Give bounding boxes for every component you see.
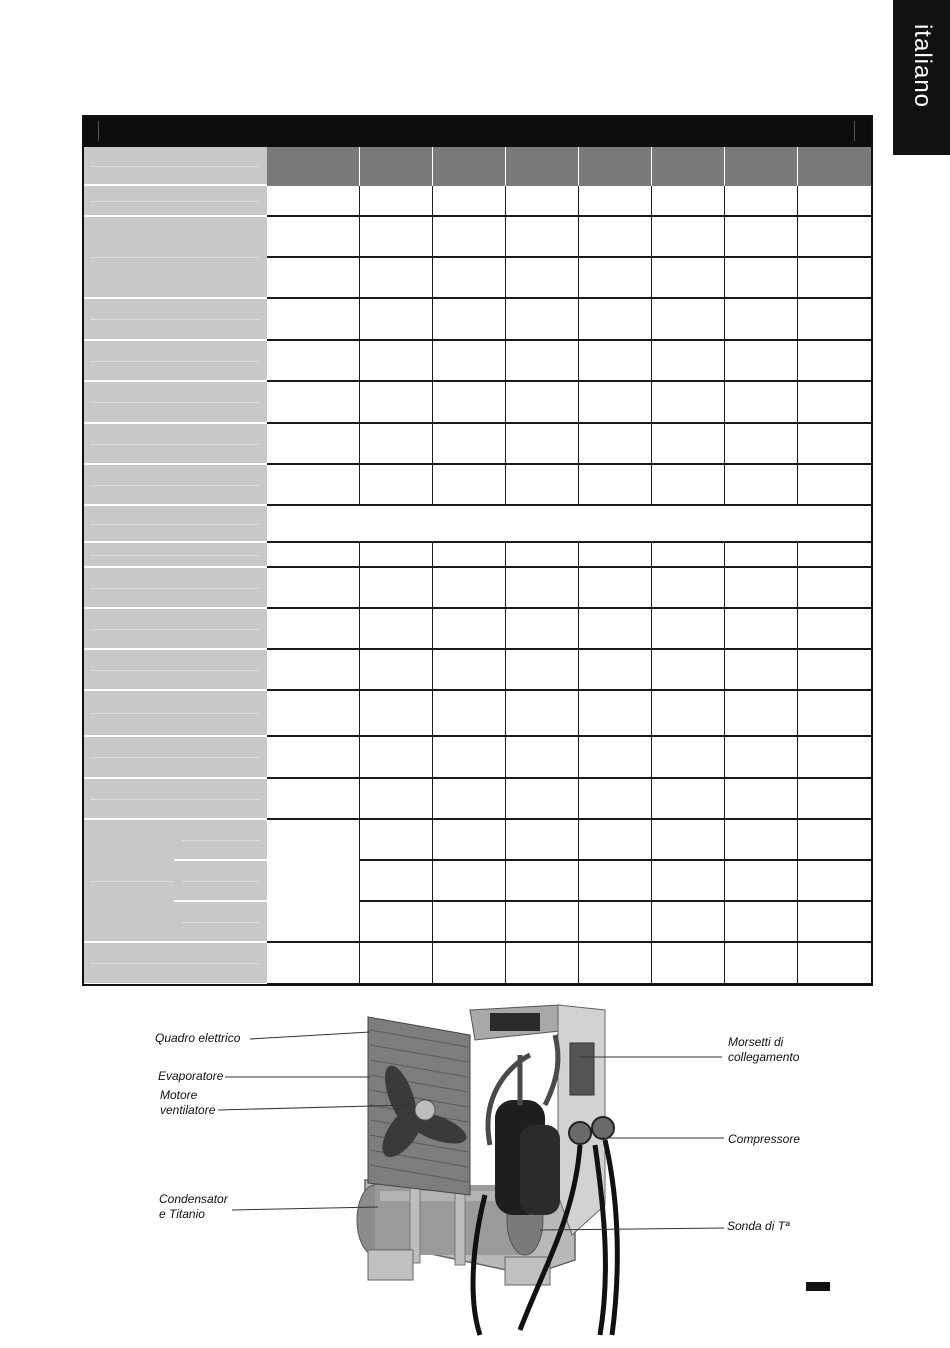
callout-condenser: Condensator e Titanio: [159, 1192, 228, 1221]
value-cell: [433, 568, 506, 609]
value-cell: [433, 861, 506, 902]
value-cell: [506, 424, 579, 465]
value-cell: [433, 609, 506, 650]
value-cell: [579, 382, 652, 424]
value-cell: [433, 737, 506, 779]
value-cell: [267, 820, 360, 943]
value-cell: [506, 299, 579, 341]
header-model-cell: [579, 147, 652, 186]
value-cell: [652, 691, 725, 737]
value-cell: [360, 861, 433, 902]
value-cell: [360, 299, 433, 341]
value-cell: [360, 902, 433, 943]
value-cell: [267, 299, 360, 341]
row-label-cell: [82, 779, 267, 820]
value-cell: [433, 341, 506, 382]
row-sublabel-cell: [174, 902, 267, 943]
language-tab-label: italiano: [908, 23, 936, 109]
value-cell: [798, 861, 873, 902]
value-cell: [433, 382, 506, 424]
value-cell: [725, 902, 798, 943]
row-label-cell: [82, 186, 267, 217]
value-cell: [652, 609, 725, 650]
value-cell: [360, 258, 433, 299]
header-label-cell: [82, 147, 267, 186]
value-cell: [506, 186, 579, 217]
value-cell: [267, 217, 360, 258]
value-cell: [360, 465, 433, 506]
value-cell: [506, 258, 579, 299]
value-cell: [652, 217, 725, 258]
value-cell: [725, 258, 798, 299]
value-cell: [798, 943, 873, 985]
callout-evaporator: Evaporatore: [158, 1069, 224, 1083]
value-cell: [725, 543, 798, 568]
value-cell: [798, 465, 873, 506]
value-cell: [798, 779, 873, 820]
value-cell: [798, 820, 873, 861]
value-cell: [579, 465, 652, 506]
value-cell: [360, 217, 433, 258]
value-cell: [506, 650, 579, 691]
value-cell: [579, 217, 652, 258]
header-model-cell: [360, 147, 433, 186]
value-cell: [433, 217, 506, 258]
value-cell: [360, 691, 433, 737]
value-cell: [360, 186, 433, 217]
row-label-cell: [82, 299, 267, 341]
value-cell: [433, 186, 506, 217]
value-cell: [360, 543, 433, 568]
value-cell: [798, 258, 873, 299]
value-cell: [798, 186, 873, 217]
value-cell: [433, 424, 506, 465]
value-cell: [725, 186, 798, 217]
language-tab[interactable]: [893, 0, 950, 155]
row-label-cell: [82, 465, 267, 506]
value-cell: [725, 691, 798, 737]
value-cell: [267, 543, 360, 568]
value-cell: [267, 650, 360, 691]
value-cell: [798, 217, 873, 258]
value-cell: [579, 861, 652, 902]
value-cell: [360, 341, 433, 382]
value-cell: [579, 258, 652, 299]
value-cell: [506, 341, 579, 382]
value-cell: [433, 779, 506, 820]
value-cell: [433, 465, 506, 506]
value-cell: [725, 943, 798, 985]
value-cell: [506, 737, 579, 779]
value-cell: [267, 341, 360, 382]
header-model-cell: [652, 147, 725, 186]
title-bar-divider: [98, 121, 99, 141]
value-cell: [433, 299, 506, 341]
value-cell: [725, 737, 798, 779]
value-cell: [798, 902, 873, 943]
value-cell: [506, 609, 579, 650]
row-label-cell: [82, 506, 267, 543]
value-cell: [652, 424, 725, 465]
value-cell: [433, 543, 506, 568]
value-cell: [267, 258, 360, 299]
value-cell: [725, 299, 798, 341]
value-cell: [579, 943, 652, 985]
value-cell: [798, 382, 873, 424]
value-cell: [725, 424, 798, 465]
callout-temp-probe: Sonda di Tª: [727, 1219, 790, 1233]
value-cell: [433, 650, 506, 691]
value-cell: [267, 779, 360, 820]
value-cell: [433, 820, 506, 861]
value-cell: [798, 691, 873, 737]
value-cell: [725, 779, 798, 820]
header-model-cell: [433, 147, 506, 186]
row-label-cell: [82, 382, 267, 424]
row-label-cell: [82, 424, 267, 465]
value-cell: [360, 382, 433, 424]
value-cell: [433, 258, 506, 299]
value-cell: [725, 568, 798, 609]
value-cell: [506, 943, 579, 985]
value-cell: [652, 737, 725, 779]
value-cell: [725, 382, 798, 424]
value-cell: [506, 820, 579, 861]
value-cell: [506, 543, 579, 568]
callout-control-panel: Quadro elettrico: [155, 1031, 241, 1045]
callout-terminals: Morsetti di collegamento: [728, 1035, 800, 1064]
value-cell: [725, 341, 798, 382]
row-label-cell: [82, 217, 267, 299]
value-cell: [267, 943, 360, 985]
row-label-cell: [82, 943, 267, 985]
value-cell: [652, 650, 725, 691]
value-cell: [798, 650, 873, 691]
value-cell: [267, 568, 360, 609]
value-cell: [798, 568, 873, 609]
value-cell: [725, 861, 798, 902]
value-cell: [798, 341, 873, 382]
value-cell: [798, 737, 873, 779]
row-sublabel-cell: [174, 820, 267, 861]
value-cell: [506, 217, 579, 258]
page-number-marker: [806, 1282, 830, 1291]
specifications-table: [82, 115, 873, 986]
value-cell: [267, 609, 360, 650]
value-cell: [798, 424, 873, 465]
value-cell: [360, 943, 433, 985]
value-cell: [579, 650, 652, 691]
callout-compressor: Compressore: [728, 1132, 801, 1146]
row-label-cell: [82, 737, 267, 779]
value-cell: [652, 779, 725, 820]
row-label-cell: [82, 543, 267, 568]
callout-fan-motor: Motore ventilatore: [160, 1088, 216, 1117]
value-cell: [579, 820, 652, 861]
value-cell: [652, 902, 725, 943]
row-label-cell: [82, 650, 267, 691]
value-cell: [360, 424, 433, 465]
value-cell: [652, 861, 725, 902]
value-cell: [652, 820, 725, 861]
value-cell: [652, 382, 725, 424]
title-bar-divider: [854, 121, 855, 141]
value-cell: [506, 568, 579, 609]
value-cell: [725, 820, 798, 861]
value-cell-merged: [267, 506, 873, 543]
value-cell: [360, 609, 433, 650]
value-cell: [579, 299, 652, 341]
row-sublabel-cell: [174, 861, 267, 902]
value-cell: [267, 186, 360, 217]
value-cell: [798, 299, 873, 341]
value-cell: [725, 217, 798, 258]
row-label-cell: [82, 341, 267, 382]
value-cell: [360, 737, 433, 779]
value-cell: [725, 609, 798, 650]
value-cell: [360, 568, 433, 609]
value-cell: [360, 779, 433, 820]
value-cell: [360, 820, 433, 861]
value-cell: [506, 861, 579, 902]
value-cell: [506, 382, 579, 424]
value-cell: [798, 543, 873, 568]
value-cell: [506, 902, 579, 943]
value-cell: [579, 779, 652, 820]
value-cell: [652, 341, 725, 382]
value-cell: [506, 691, 579, 737]
value-cell: [798, 609, 873, 650]
value-cell: [267, 465, 360, 506]
value-cell: [267, 424, 360, 465]
value-cell: [652, 258, 725, 299]
header-model-cell: [725, 147, 798, 186]
value-cell: [579, 568, 652, 609]
value-cell: [652, 543, 725, 568]
value-cell: [652, 943, 725, 985]
value-cell: [725, 465, 798, 506]
table-title-bar: [82, 115, 873, 147]
value-cell: [360, 650, 433, 691]
value-cell: [725, 650, 798, 691]
value-cell: [652, 465, 725, 506]
value-cell: [579, 424, 652, 465]
row-label-cell: [82, 568, 267, 609]
value-cell: [506, 465, 579, 506]
value-cell: [579, 737, 652, 779]
row-label-cell: [82, 609, 267, 650]
value-cell: [652, 299, 725, 341]
value-cell: [506, 779, 579, 820]
value-cell: [652, 186, 725, 217]
value-cell: [433, 943, 506, 985]
value-cell: [433, 902, 506, 943]
value-cell: [579, 543, 652, 568]
value-cell: [579, 609, 652, 650]
value-cell: [579, 186, 652, 217]
value-cell: [267, 737, 360, 779]
value-cell: [267, 382, 360, 424]
value-cell: [579, 691, 652, 737]
header-model-cell: [798, 147, 873, 186]
value-cell: [267, 691, 360, 737]
value-cell: [579, 341, 652, 382]
value-cell: [652, 568, 725, 609]
value-cell: [433, 691, 506, 737]
header-model-cell: [506, 147, 579, 186]
value-cell: [579, 902, 652, 943]
row-label-cell: [82, 691, 267, 737]
header-model-cell: [267, 147, 360, 186]
